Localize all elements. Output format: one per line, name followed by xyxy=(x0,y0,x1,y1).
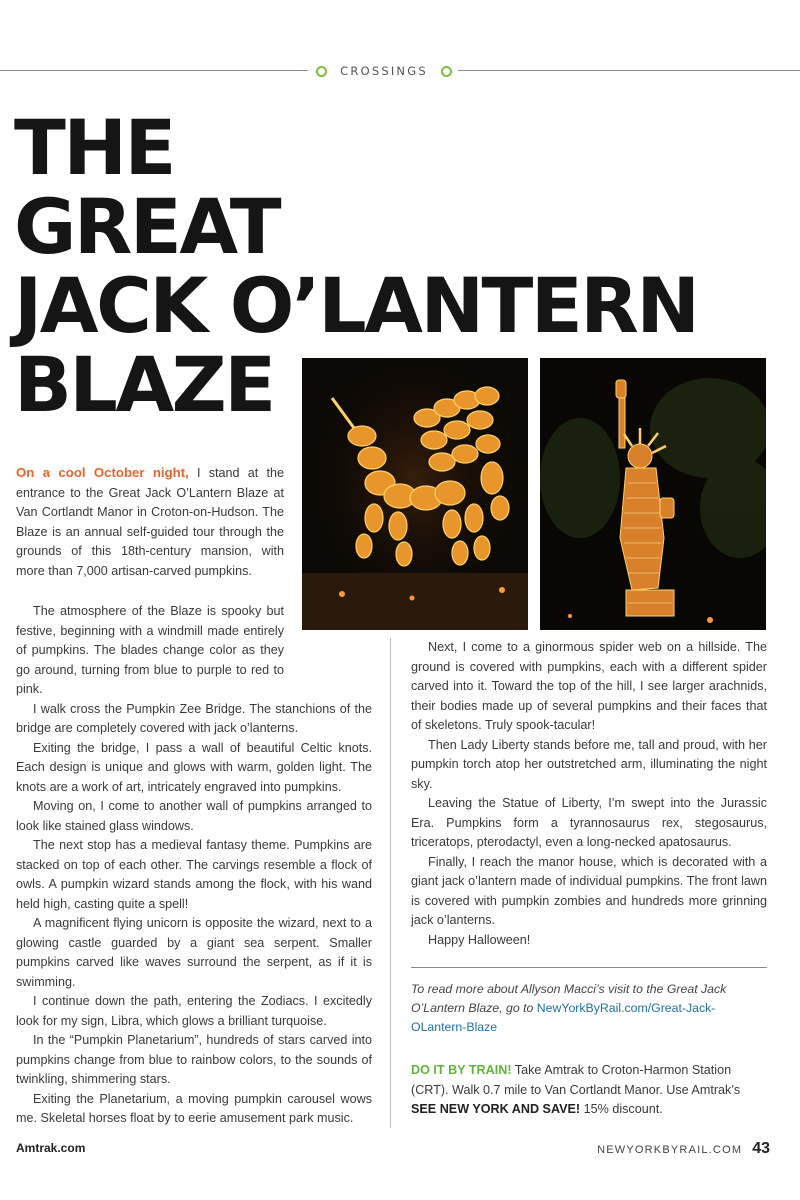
statue-of-liberty-photo xyxy=(540,358,766,630)
paragraph: I walk cross the Pumpkin Zee Bridge. The stanchions of the bridge are completely covered with jack o’lanterns. xyxy=(16,701,372,735)
paragraph: Exiting the Planetarium, a moving pumpkin carousel wows me. Skeletal horses float by to eerie amusement park music. xyxy=(16,1091,372,1125)
intro-paragraph xyxy=(16,463,284,581)
footer-site: NEWYORKBYRAIL.COM xyxy=(597,1144,743,1156)
paragraph: Exiting the bridge, I pass a wall of beautiful Celtic knots. Each design is unique and glows with warm, golden light. The knots are a work of art, intricately engraved into pumpkins. xyxy=(16,740,372,794)
info-rule xyxy=(411,967,767,968)
train-heading: DO IT BY TRAIN! xyxy=(411,1063,512,1077)
intro-text: I stand at the entrance to the Great Jack O’Lantern Blaze at Van Cortlandt Manor in Croton-on-Hudson. The Blaze is an annual self-guided tour through the grounds of this 18th-century mansion, with more than 7,000 artisan-carved pumpkins. xyxy=(16,466,284,578)
lead-in: On a cool October night, xyxy=(16,465,189,480)
paragraph: The atmosphere of the Blaze is spooky but festive, beginning with a windmill made entirely of pumpkins. The blades change color as they go around, turning from blue to purple to red to pink. xyxy=(16,604,284,696)
page-number: 43 xyxy=(752,1140,770,1157)
paragraph: The next stop has a medieval fantasy theme. Pumpkins are stacked on top of each other. The carvings resemble a flock of owls. A pumpkin wizard stands among the flock, with his wand held high, casting quite a spell! xyxy=(16,838,372,911)
footer-right xyxy=(597,1140,770,1158)
title-line-2: GREAT xyxy=(14,182,280,271)
paragraph: A magnificent flying unicorn is opposite the wizard, next to a glowing castle guarded by a giant sea serpent. Smaller pumpkins carved like waves surround the serpent, as if it is swimming. xyxy=(16,916,372,989)
train-text-end: 15% discount. xyxy=(580,1102,663,1116)
paragraph: In the “Pumpkin Planetarium”, hundreds of stars carved into pumpkins change from blue to rainbow colors, to the sounds of twinkling, shimmering stars. xyxy=(16,1033,372,1086)
circle-icon xyxy=(316,66,327,77)
read-more-link[interactable]: NewYorkByRail.com/Great-Jack-OLantern-Blaze xyxy=(411,1001,716,1034)
column-divider xyxy=(390,638,391,1128)
read-more xyxy=(411,980,767,1037)
paragraph: Moving on, I come to another wall of pumpkins arranged to look like stained glass windows. xyxy=(16,799,372,833)
train-info xyxy=(411,1061,767,1120)
circle-icon xyxy=(441,66,452,77)
paragraph: Next, I come to a ginormous spider web on a hillside. The ground is covered with pumpkins, each with a different spider carved into it. Toward the top of the hill, I see larger arachnids, their bodies made up of several pumpkins and their faces that of skeletons. Truly spook-tacular! xyxy=(411,640,767,732)
paragraph: Finally, I reach the manor house, which is decorated with a giant jack o’lantern made of individual pumpkins. The front lawn is covered with pumpkin zombies and hundreds more grinning jack o’lanterns. xyxy=(411,854,767,927)
paragraph: Then Lady Liberty stands before me, tall and proud, with her pumpkin torch atop her outstretched arm, illuminating the night sky. xyxy=(411,737,767,791)
train-text: Take Amtrak to Croton-Harmon Station (CRT). Walk 0.7 mile to Van Cortlandt Manor. Use Amtrak’s xyxy=(411,1063,741,1097)
article-right-column xyxy=(411,638,767,950)
paragraph: Happy Halloween! xyxy=(428,932,531,947)
promo-name: SEE NEW YORK AND SAVE! xyxy=(411,1102,581,1116)
paragraph: I continue down the path, entering the Zodiacs. I excitedly look for my sign, Libra, which glows a brilliant turquoise. xyxy=(16,994,372,1028)
header-rule-left xyxy=(0,70,308,71)
section-label: CROSSINGS xyxy=(340,64,428,78)
title-line-4: BLAZE xyxy=(14,340,274,429)
article-intro xyxy=(16,463,284,581)
section-header xyxy=(316,62,452,80)
title-line-1: THE xyxy=(14,103,174,192)
footer-site-left: Amtrak.com xyxy=(16,1141,86,1155)
paragraph: Leaving the Statue of Liberty, I’m swept into the Jurassic Era. Pumpkins form a tyrannosaurus rex, stegosaurus, triceratops, pterodactyl, even a long-necked apatosaurus. xyxy=(411,796,767,849)
article-left-column xyxy=(16,602,372,1129)
unicorn-photo xyxy=(302,358,528,630)
title-line-3: JACK O’LANTERN xyxy=(14,261,698,350)
read-more-text: To read more about Allyson Macci’s visit to the Great Jack O’Lantern Blaze, go to xyxy=(411,982,727,1015)
header-rule-right xyxy=(458,70,800,71)
